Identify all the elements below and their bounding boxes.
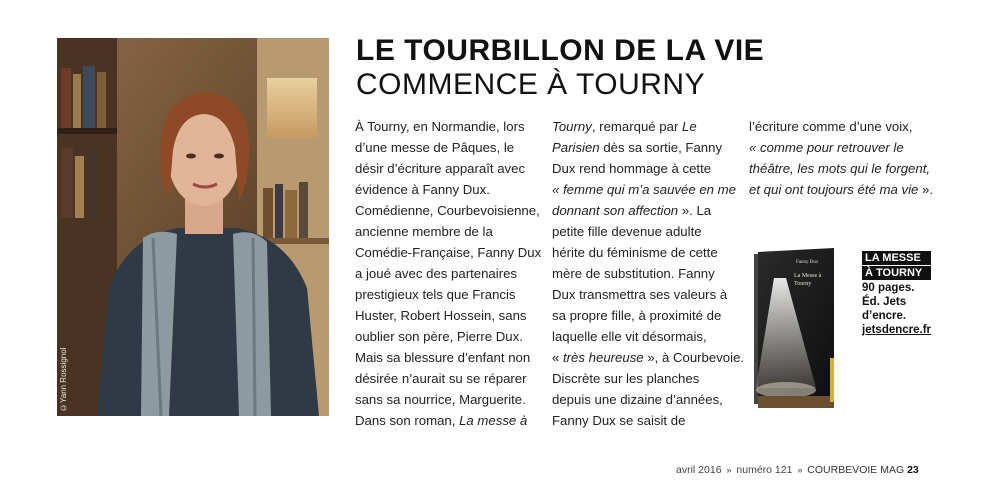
article-line [355, 221, 540, 242]
article-column-2 [552, 116, 745, 431]
article-line [552, 116, 737, 137]
article-line [552, 137, 737, 158]
article-text-italic: Le [682, 119, 697, 134]
article-text: « comme pour retrouver le [749, 140, 904, 155]
article-line [552, 284, 737, 305]
article-line [552, 242, 737, 263]
article-line [749, 158, 939, 179]
book-pages: 90 pages. [862, 282, 915, 294]
footer-separator-1: » [726, 465, 732, 475]
footer-issue: numéro 121 [736, 464, 793, 476]
article-line [355, 410, 540, 431]
book-info [862, 251, 931, 337]
article-line [552, 347, 745, 368]
article-text: petite fille devenue adulte [552, 224, 702, 239]
article-text: désirée n’aurait su se réparer [355, 371, 527, 386]
article-line [355, 389, 540, 410]
page-footer [676, 464, 919, 476]
article-line [552, 263, 737, 284]
footer-date: avril 2016 [676, 464, 722, 476]
article-text: ». La [678, 203, 712, 218]
article-text: « [552, 350, 563, 365]
article-line [355, 137, 540, 158]
article-text: Tourny [552, 119, 592, 134]
article-text: Parisien [552, 140, 600, 155]
book-cover-title: La Messe à Tourny [794, 273, 822, 287]
article-text: », à Courbevoie. [643, 350, 745, 365]
footer-page-number: 23 [907, 464, 919, 476]
article-line [355, 116, 540, 137]
article-text: ». [918, 182, 934, 197]
article-text: prestigieux tels que Francis [355, 287, 516, 302]
article-text: d’une messe de Pâques, le [355, 140, 515, 155]
book-tag-line-1: LA MESSE [862, 251, 931, 265]
article-text: l’écriture comme d’une voix, [749, 119, 913, 134]
article-line [552, 410, 737, 431]
article-text: théâtre, les mots qui le forgent, [749, 161, 931, 176]
headline-line-2: COMMENCE À TOURNY [356, 68, 706, 101]
article-text-italic: très heureuse [563, 350, 644, 365]
article-text: sa propre fille, à proximité de [552, 308, 722, 323]
article-text: évidence à Fanny Dux. [355, 182, 490, 197]
author-photo [57, 38, 329, 416]
article-text: Comédienne, Courbevoisienne, [355, 203, 540, 218]
article-text: Dux rend hommage à cette [552, 161, 712, 176]
article-line [355, 158, 540, 179]
article-line [552, 179, 737, 200]
article-text: Dux transmettra ses valeurs à [552, 287, 728, 302]
article-text: oublier son père, Pierre Dux. [355, 329, 523, 344]
book-publisher-1: Éd. Jets [862, 296, 907, 308]
article-text: Discrète sur les planches [552, 371, 700, 386]
article-text-italic: La messe à [459, 413, 528, 428]
article-text: laquelle elle vit désormais, [552, 329, 707, 344]
article-text: dès sa sortie, Fanny [599, 140, 723, 155]
article-line [552, 389, 737, 410]
article-line [355, 200, 540, 221]
book-publisher-2: d’encre. [862, 310, 907, 322]
article-line [355, 368, 540, 389]
headline-line-1: LE TOURBILLON DE LA VIE [356, 34, 765, 67]
article-line [749, 116, 939, 137]
article-text: hérite du féminisme de cette [552, 245, 718, 260]
article-line [355, 284, 540, 305]
article-text: Fanny Dux se saisit de [552, 413, 686, 428]
author-portrait-illustration [57, 38, 329, 416]
article-text: depuis une dizaine d’années, [552, 392, 723, 407]
book-website-link[interactable]: jetsdencre.fr [862, 324, 932, 336]
article-text: et qui ont toujours été ma vie [749, 182, 919, 197]
article-text: sans sa nourrice, Marguerite. [355, 392, 526, 407]
article-line [355, 242, 540, 263]
footer-separator-2: » [797, 465, 803, 475]
book-cover [746, 248, 838, 412]
article-text: désir d’écriture apparaît avec [355, 161, 526, 176]
article-line [552, 305, 737, 326]
article-line [355, 179, 540, 200]
footer-magazine: COURBEVOIE MAG [807, 464, 905, 476]
article-line [749, 179, 939, 200]
book-tag-line-2: À TOURNY [862, 266, 931, 280]
article-text: a joué avec des partenaires [355, 266, 518, 281]
article-column-3 [749, 116, 939, 200]
article-line [552, 200, 737, 221]
article-text: , remarqué par [591, 119, 682, 134]
article-text: Comédie-Française, Fanny Dux [355, 245, 542, 260]
photo-credit: ©Yann Rossignol [59, 347, 68, 412]
book-cover-author: Fanny Dux [796, 260, 819, 265]
article-line [552, 368, 737, 389]
article-line [552, 326, 737, 347]
article-line [355, 326, 540, 347]
article-text: Huster, Robert Hossein, sans [355, 308, 527, 323]
article-text: mère de substitution. Fanny [552, 266, 715, 281]
article-text: Mais sa blessure d’enfant non [355, 350, 531, 365]
article-line [552, 158, 737, 179]
article-column-1 [355, 116, 540, 431]
article-line [749, 137, 939, 158]
article-text: À Tourny, en Normandie, lors [355, 119, 525, 134]
article-text: donnant son affection [552, 203, 679, 218]
article-text: « femme qui m’a sauvée en me [552, 182, 736, 197]
article-line [355, 347, 540, 368]
article-line [552, 221, 737, 242]
article-line [355, 263, 540, 284]
article-line [355, 305, 540, 326]
article-text: Dans son roman, [355, 413, 460, 428]
article-text: ancienne membre de la [355, 224, 493, 239]
